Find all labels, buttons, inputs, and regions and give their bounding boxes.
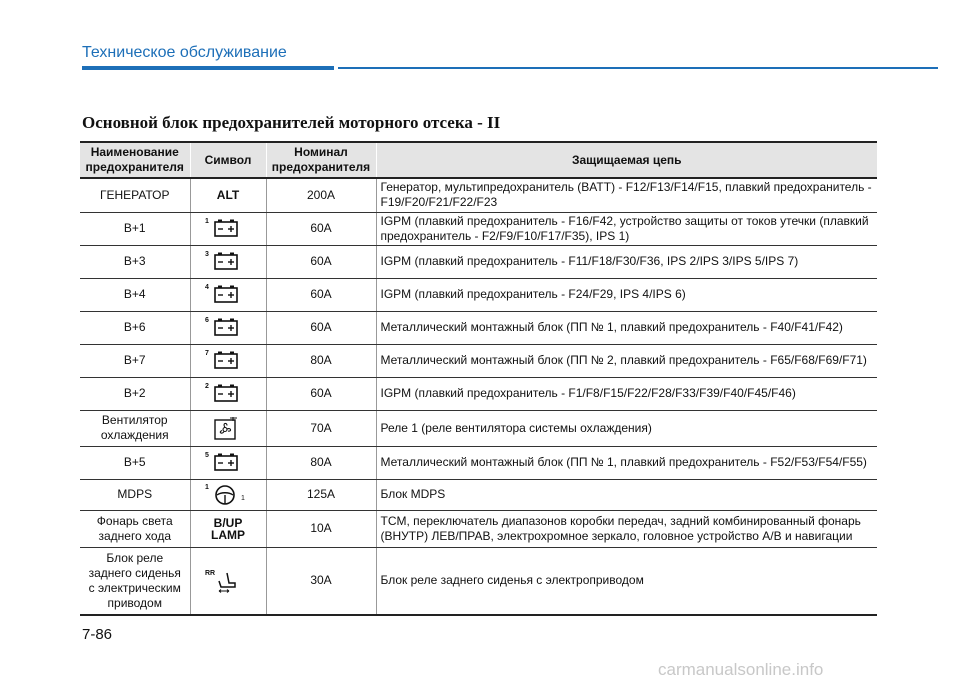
table-row bbox=[80, 510, 877, 547]
table-header-row bbox=[80, 142, 877, 178]
fuse-symbol bbox=[205, 216, 251, 242]
fuse-symbol-cell bbox=[190, 377, 266, 410]
fuse-name: B+4 bbox=[80, 278, 190, 311]
fuse-symbol bbox=[205, 516, 251, 542]
fuse-circuit: Металлический монтажный блок (ПП № 1, плавкий предохранитель - F52/F53/F54/F55) bbox=[376, 446, 877, 479]
fuse-symbol-cell bbox=[190, 178, 266, 212]
symbol-text-line1: B/UP bbox=[213, 515, 243, 530]
fuse-rating: 60A bbox=[266, 212, 376, 245]
section-title: Техническое обслуживание bbox=[82, 44, 287, 61]
symbol-number: 1 bbox=[205, 483, 209, 491]
fuse-rating: 80A bbox=[266, 446, 376, 479]
fuse-rating: 10A bbox=[266, 510, 376, 547]
page-heading: Основной блок предохранителей моторного отсека - II bbox=[82, 113, 501, 132]
fuse-circuit: IGPM (плавкий предохранитель - F24/F29, IPS 4/IPS 6) bbox=[376, 278, 877, 311]
table-row bbox=[80, 547, 877, 615]
fuse-rating: 80A bbox=[266, 344, 376, 377]
fuse-symbol bbox=[205, 568, 251, 594]
header-rule-dark bbox=[82, 66, 334, 70]
symbol-number: 2 bbox=[205, 382, 209, 390]
fuse-rating: 60A bbox=[266, 377, 376, 410]
table-row bbox=[80, 410, 877, 446]
fuse-symbol-cell bbox=[190, 245, 266, 278]
fuse-symbol bbox=[205, 182, 251, 208]
fuse-name: B+7 bbox=[80, 344, 190, 377]
fuse-rating: 60A bbox=[266, 278, 376, 311]
fuse-circuit: Генератор, мультипредохранитель (BATT) - F12/F13/F14/F15, плавкий предохранитель - F19/F20/F21/F22/F23 bbox=[376, 178, 877, 212]
symbol-text-line2: LAMP bbox=[211, 527, 245, 542]
symbol-number: 5 bbox=[205, 451, 209, 459]
fuse-circuit: IGPM (плавкий предохранитель - F1/F8/F15/F22/F28/F33/F39/F40/F45/F46) bbox=[376, 377, 877, 410]
symbol-number: 6 bbox=[205, 316, 209, 324]
fuse-symbol bbox=[205, 315, 251, 341]
table-row bbox=[80, 446, 877, 479]
fuse-symbol-cell bbox=[190, 311, 266, 344]
fuse-circuit: TCM, переключатель диапазонов коробки передач, задний комбинированный фонарь (ВНУТР) ЛЕВ/ПРАВ, электрохромное зеркало, головное устройство A/B и навигации bbox=[376, 510, 877, 547]
fuse-symbol-cell bbox=[190, 547, 266, 615]
header-rule-light bbox=[338, 67, 938, 69]
watermark: carmanualsonline.info bbox=[658, 660, 824, 679]
fuse-symbol-cell bbox=[190, 410, 266, 446]
fuse-name: Фонарь света заднего хода bbox=[80, 510, 190, 547]
fuse-name: B+1 bbox=[80, 212, 190, 245]
fuse-symbol bbox=[205, 348, 251, 374]
fuse-name: Вентилятор охлаждения bbox=[80, 410, 190, 446]
fuse-name: B+6 bbox=[80, 311, 190, 344]
fuse-name: B+2 bbox=[80, 377, 190, 410]
fuse-symbol-cell bbox=[190, 479, 266, 510]
fuse-symbol bbox=[205, 282, 251, 308]
symbol-number: 4 bbox=[205, 283, 209, 291]
fuse-circuit: Реле 1 (реле вентилятора системы охлаждения) bbox=[376, 410, 877, 446]
fuse-symbol-cell bbox=[190, 278, 266, 311]
table-row bbox=[80, 479, 877, 510]
table-row bbox=[80, 245, 877, 278]
fuse-circuit: Блок MDPS bbox=[376, 479, 877, 510]
fuse-name: B+5 bbox=[80, 446, 190, 479]
table-row bbox=[80, 311, 877, 344]
fuse-circuit: IGPM (плавкий предохранитель - F11/F18/F30/F36, IPS 2/IPS 3/IPS 5/IPS 7) bbox=[376, 245, 877, 278]
fuse-symbol bbox=[205, 482, 251, 508]
symbol-text: RR bbox=[205, 569, 216, 577]
fuse-rating: 60A bbox=[266, 311, 376, 344]
fuse-name: Блок реле заднего сиденья с электрическим приводом bbox=[80, 547, 190, 615]
column-header-symbol: Символ bbox=[190, 142, 266, 178]
table-row bbox=[80, 278, 877, 311]
fuse-symbol bbox=[205, 249, 251, 275]
fuse-circuit: Металлический монтажный блок (ПП № 1, плавкий предохранитель - F40/F41/F42) bbox=[376, 311, 877, 344]
table-row bbox=[80, 212, 877, 245]
fuse-circuit: IGPM (плавкий предохранитель - F16/F42, устройство защиты от токов утечки (плавкий предохранитель - F2/F9/F10/F17/F35), IPS 1) bbox=[376, 212, 877, 245]
fuse-symbol bbox=[205, 381, 251, 407]
table-row bbox=[80, 377, 877, 410]
fuse-rating: 200A bbox=[266, 178, 376, 212]
fuse-rating: 30A bbox=[266, 547, 376, 615]
table-row bbox=[80, 178, 877, 212]
table-row bbox=[80, 344, 877, 377]
fuse-circuit: Блок реле заднего сиденья с электроприводом bbox=[376, 547, 877, 615]
fuse-symbol-cell bbox=[190, 212, 266, 245]
fuse-name: ГЕНЕРАТОР bbox=[80, 178, 190, 212]
fuse-name: B+3 bbox=[80, 245, 190, 278]
symbol-number: 3 bbox=[205, 250, 209, 258]
fuse-symbol-cell bbox=[190, 344, 266, 377]
fuse-symbol-cell bbox=[190, 510, 266, 547]
fuse-rating: 70A bbox=[266, 410, 376, 446]
column-header-circuit: Защищаемая цепь bbox=[376, 142, 877, 178]
symbol-number: 1 bbox=[205, 217, 209, 225]
fuse-symbol-cell bbox=[190, 446, 266, 479]
fuse-symbol bbox=[205, 450, 251, 476]
symbol-number: 7 bbox=[205, 349, 209, 357]
symbol-text: ALT bbox=[216, 188, 240, 203]
column-header-name: Наименование предохранителя bbox=[80, 142, 190, 178]
page-number: 7-86 bbox=[82, 626, 113, 643]
fuse-name: MDPS bbox=[80, 479, 190, 510]
fuse-rating: 125A bbox=[266, 479, 376, 510]
symbol-number-secondary: 1 bbox=[241, 494, 245, 502]
fuse-circuit: Металлический монтажный блок (ПП № 2, плавкий предохранитель - F65/F68/F69/F71) bbox=[376, 344, 877, 377]
fuse-rating: 60A bbox=[266, 245, 376, 278]
column-header-rating: Номинал предохранителя bbox=[266, 142, 376, 178]
fuse-table bbox=[80, 141, 877, 616]
fuse-symbol bbox=[205, 415, 251, 441]
